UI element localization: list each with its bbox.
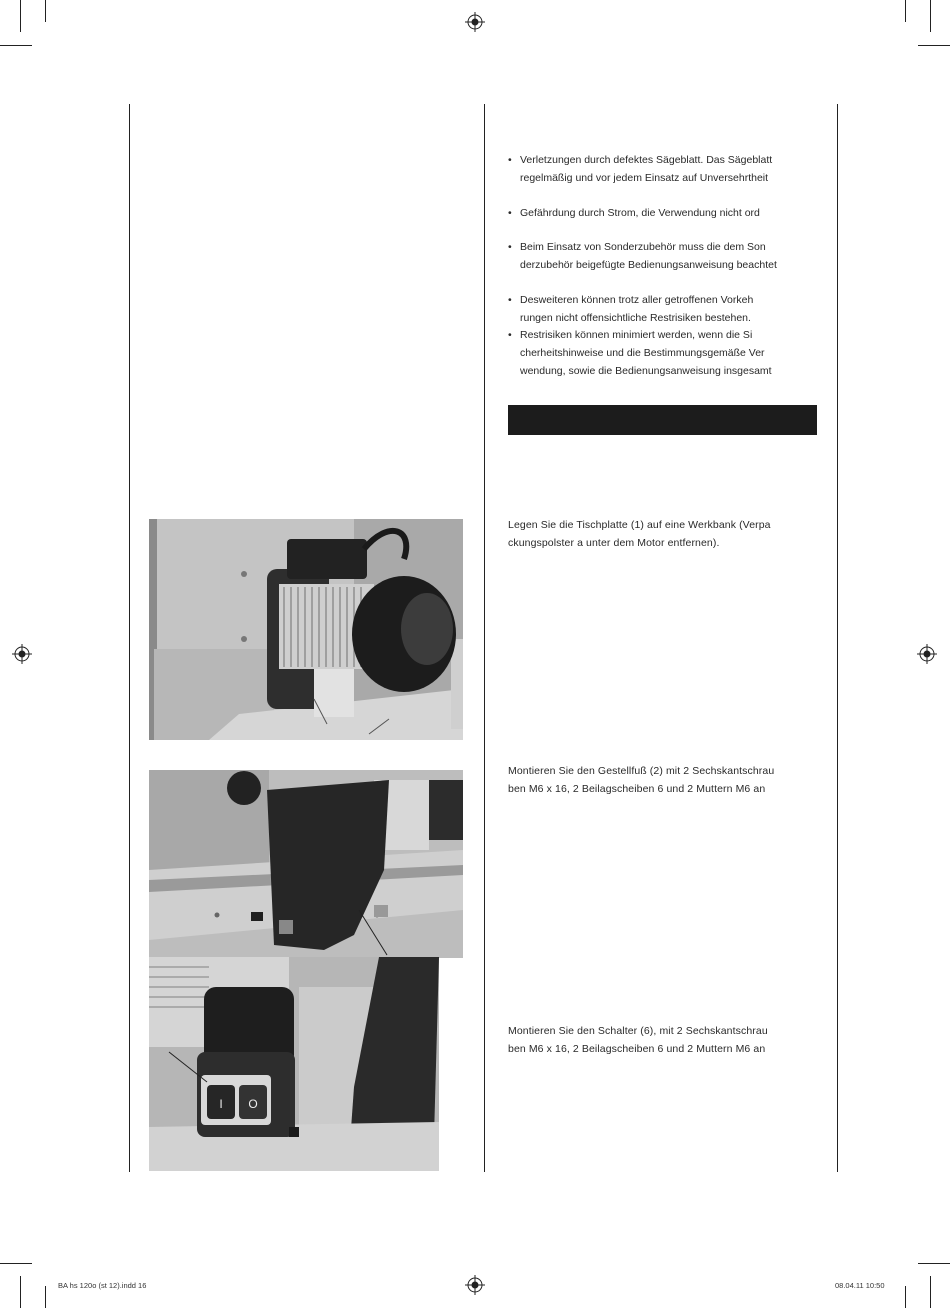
step-3-text bbox=[508, 1022, 818, 1058]
list-item bbox=[508, 151, 818, 187]
bullet-dot: • bbox=[508, 294, 512, 306]
bullet-line: Restrisiken können minimiert werden, wenn die Si bbox=[520, 329, 753, 341]
bullet-dot: • bbox=[508, 207, 512, 219]
step-line: ben M6 x 16, 2 Beilagscheiben 6 und 2 Muttern M6 an bbox=[508, 1043, 766, 1055]
bullet-line: Gefährdung durch Strom, die Verwendung nicht ord bbox=[520, 207, 760, 219]
column-rule-left bbox=[129, 104, 130, 1172]
step-line: Montieren Sie den Gestellfuß (2) mit 2 Sechskantschrau bbox=[508, 765, 775, 777]
step-2-text bbox=[508, 762, 818, 798]
switch-off-symbol: O bbox=[248, 1097, 258, 1111]
registration-mark-right bbox=[917, 644, 937, 664]
footer-timestamp: 08.04.11 10:50 bbox=[835, 1281, 885, 1290]
bullet-line: rungen nicht offensichtliche Restrisiken bestehen. bbox=[520, 312, 751, 324]
registration-mark-bottom bbox=[465, 1275, 485, 1295]
step-line: ben M6 x 16, 2 Beilagscheiben 6 und 2 Muttern M6 an bbox=[508, 783, 766, 795]
step-line: Montieren Sie den Schalter (6), mit 2 Sechskantschrau bbox=[508, 1025, 768, 1037]
motor-photo bbox=[149, 519, 463, 740]
bullet-dot: • bbox=[508, 329, 512, 341]
step-line: ckungspolster a unter dem Motor entfernen). bbox=[508, 537, 720, 549]
bullet-line: cherheitshinweise und die Bestimmungsgemäße Ver bbox=[520, 347, 765, 359]
registration-mark-top bbox=[465, 12, 485, 32]
bullet-line: wendung, sowie die Bedienungsanweisung insgesamt bbox=[520, 365, 772, 377]
switch-on-symbol: I bbox=[219, 1097, 223, 1111]
column-rule-right bbox=[837, 104, 838, 1172]
bullet-line: Desweiteren können trotz aller getroffenen Vorkeh bbox=[520, 294, 754, 306]
bullet-dot: • bbox=[508, 154, 512, 166]
step-line: Legen Sie die Tischplatte (1) auf eine Werkbank (Verpa bbox=[508, 519, 771, 531]
bullet-dot: • bbox=[508, 241, 512, 253]
bullet-line: Beim Einsatz von Sonderzubehör muss die dem Son bbox=[520, 241, 766, 253]
registration-mark-left bbox=[12, 644, 32, 664]
stand-foot-photo bbox=[149, 770, 463, 958]
column-rule-middle bbox=[484, 104, 485, 1172]
bullet-line: Verletzungen durch defektes Sägeblatt. Das Sägeblatt bbox=[520, 154, 773, 166]
section-heading-bar bbox=[508, 405, 817, 435]
step-1-text bbox=[508, 516, 818, 552]
list-item bbox=[508, 326, 818, 380]
switch-photo bbox=[149, 957, 439, 1171]
bullet-line: regelmäßig und vor jedem Einsatz auf Unversehrtheit bbox=[520, 172, 769, 184]
list-item bbox=[508, 204, 818, 222]
bullet-line: derzubehör beigefügte Bedienungsanweisung beachtet bbox=[520, 259, 777, 271]
list-item bbox=[508, 291, 818, 327]
list-item bbox=[508, 238, 818, 274]
footer-filename: BA hs 120o (st 12).indd 16 bbox=[58, 1281, 147, 1290]
